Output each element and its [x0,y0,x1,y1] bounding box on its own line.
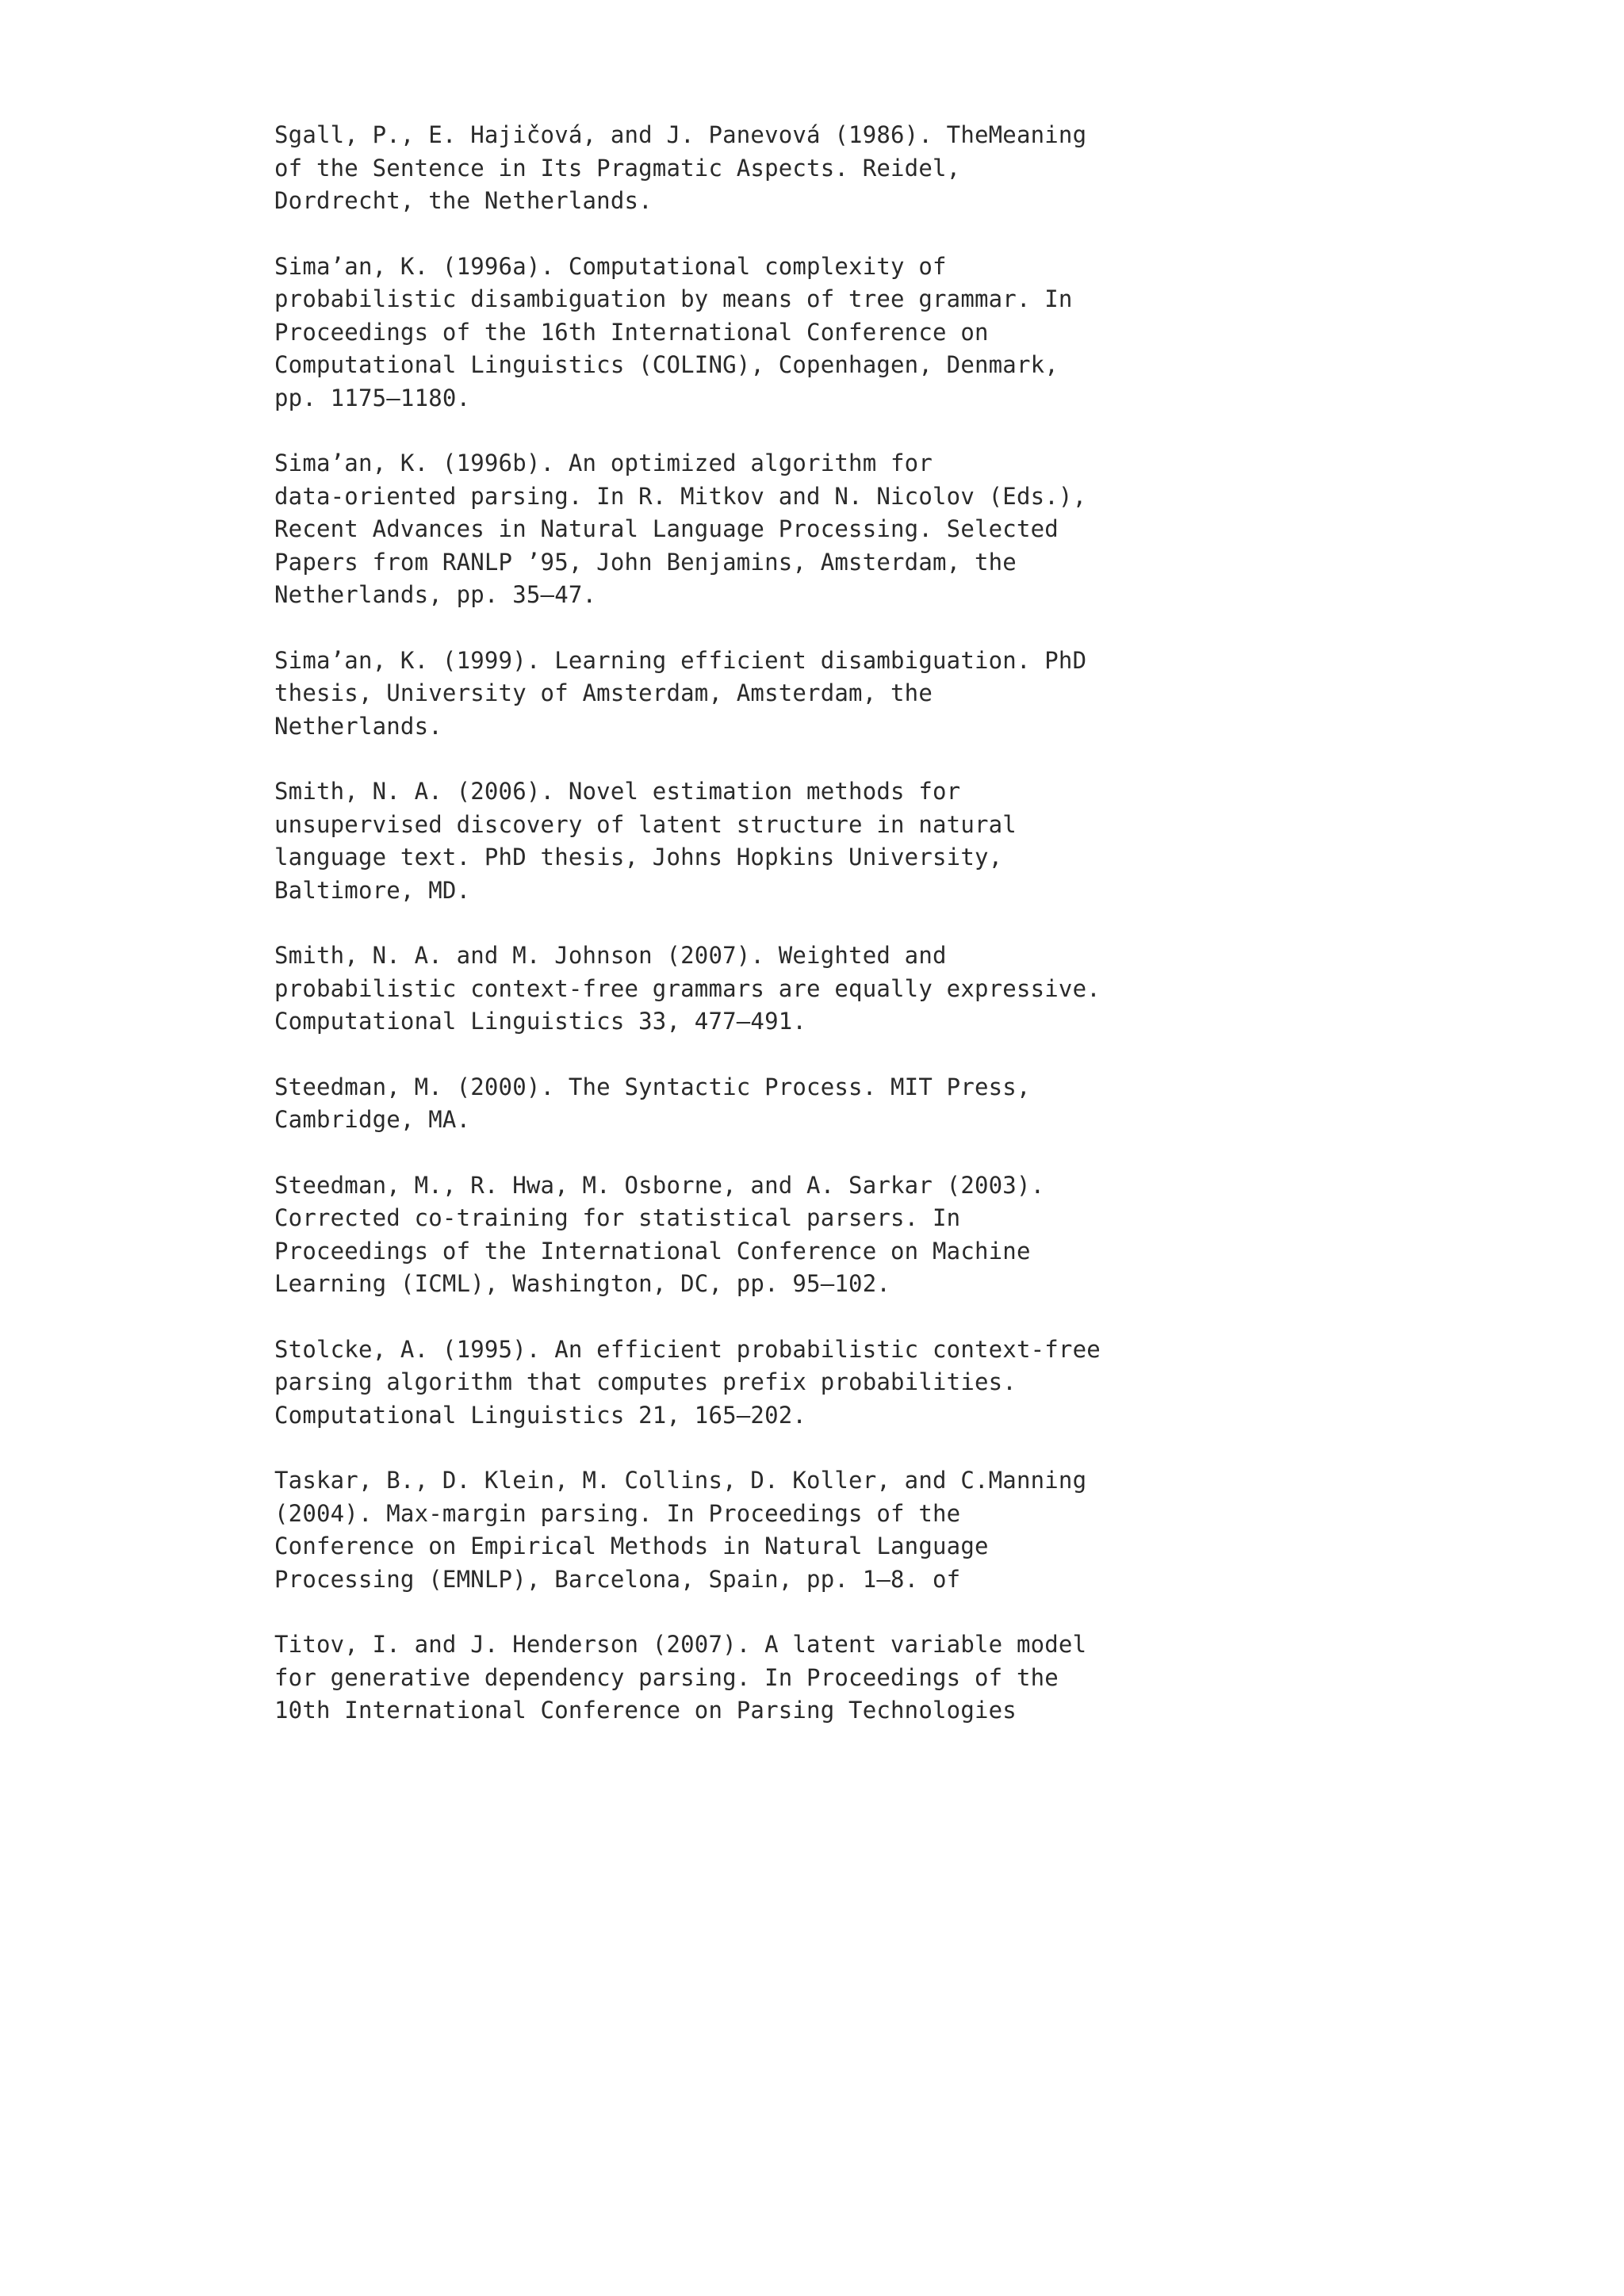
reference-line: Computational Linguistics (COLING), Copenhagen, Denmark, [274,351,1059,378]
reference-line: Conference on Empirical Methods in Natural Language [274,1533,989,1559]
reference-line: of the Sentence in Its Pragmatic Aspects. Reidel, [274,154,961,182]
reference-entry-taskar-2004 [274,1464,1464,1596]
reference-line: Stolcke, A. (1995). An efficient probabilistic context-free [274,1335,1101,1363]
reference-line: Steedman, M. (2000). The Syntactic Process. MIT Press, [274,1073,1031,1100]
reference-line: parsing algorithm that computes prefix probabilities. [274,1368,1017,1395]
reference-entry-smith-2006 [274,775,1464,907]
reference-entry-steedman-2000 [274,1071,1464,1137]
reference-line: Baltimore, MD. [274,876,471,904]
reference-line: probabilistic context-free grammars are equally expressive. [274,974,1101,1002]
reference-line: Sima’an, K. (1996b). An optimized algorithm for [274,450,933,476]
reference-line: Sima’an, K. (1999). Learning efficient disambiguation. PhD [274,646,1087,674]
reference-line: (2004). Max-margin parsing. In Proceedings of the [274,1499,961,1527]
reference-line: Computational Linguistics 33, 477–491. [274,1008,807,1035]
reference-line: Processing (EMNLP), Barcelona, Spain, pp. 1–8. of [274,1565,961,1593]
reference-line: thesis, University of Amsterdam, Amsterdam, the [274,679,933,706]
reference-entry-simaan-1999 [274,645,1464,744]
reference-line: Learning (ICML), Washington, DC, pp. 95–102. [274,1270,891,1297]
reference-line: Smith, N. A. and M. Johnson (2007). Weighted and [274,942,947,969]
reference-line: Papers from RANLP ’95, John Benjamins, Amsterdam, the [274,548,1017,576]
reference-line: data-oriented parsing. In R. Mitkov and N. Nicolov (Eds.), [274,482,1087,510]
reference-line: probabilistic disambiguation by means of tree grammar. In [274,285,1073,312]
reference-line: language text. PhD thesis, Johns Hopkins University, [274,844,1003,871]
reference-line: Cambridge, MA. [274,1106,471,1133]
reference-entry-simaan-1996a [274,251,1464,415]
reference-line: pp. 1175–1180. [274,384,471,411]
reference-line: Sima’an, K. (1996a). Computational complexity of [274,252,947,280]
reference-line: Titov, I. and J. Henderson (2007). A latent variable model [274,1631,1087,1658]
reference-line: unsupervised discovery of latent structure in natural [274,810,1017,838]
reference-list [274,119,1464,1760]
reference-line: Netherlands. [274,712,442,740]
reference-line: Dordrecht, the Netherlands. [274,187,653,214]
reference-line: Proceedings of the 16th International Conference on [274,318,989,346]
reference-entry-steedman-2003 [274,1169,1464,1301]
reference-line: Sgall, P., E. Hajičová, and J. Panevová (1986). TheMeaning [274,121,1087,148]
reference-line: Taskar, B., D. Klein, M. Collins, D. Koller, and C.Manning [274,1467,1087,1494]
reference-line: Proceedings of the International Conference on Machine [274,1237,1031,1265]
reference-line: for generative dependency parsing. In Proceedings of the [274,1663,1059,1691]
reference-line: Computational Linguistics 21, 165–202. [274,1401,807,1429]
reference-line: Recent Advances in Natural Language Processing. Selected [274,515,1059,542]
reference-entry-smith-johnson-2007 [274,939,1464,1039]
reference-entry-titov-henderson-2007 [274,1628,1464,1728]
reference-line: 10th International Conference on Parsing Technologies [274,1697,1017,1724]
reference-line: Netherlands, pp. 35–47. [274,581,597,608]
reference-entry-stolcke-1995 [274,1334,1464,1433]
reference-entry-simaan-1996b [274,447,1464,612]
reference-entry-sgall-1986 [274,119,1464,218]
reference-line: Steedman, M., R. Hwa, M. Osborne, and A. Sarkar (2003). [274,1171,1045,1199]
reference-line: Corrected co-training for statistical parsers. In [274,1204,961,1231]
reference-line: Smith, N. A. (2006). Novel estimation methods for [274,778,961,805]
